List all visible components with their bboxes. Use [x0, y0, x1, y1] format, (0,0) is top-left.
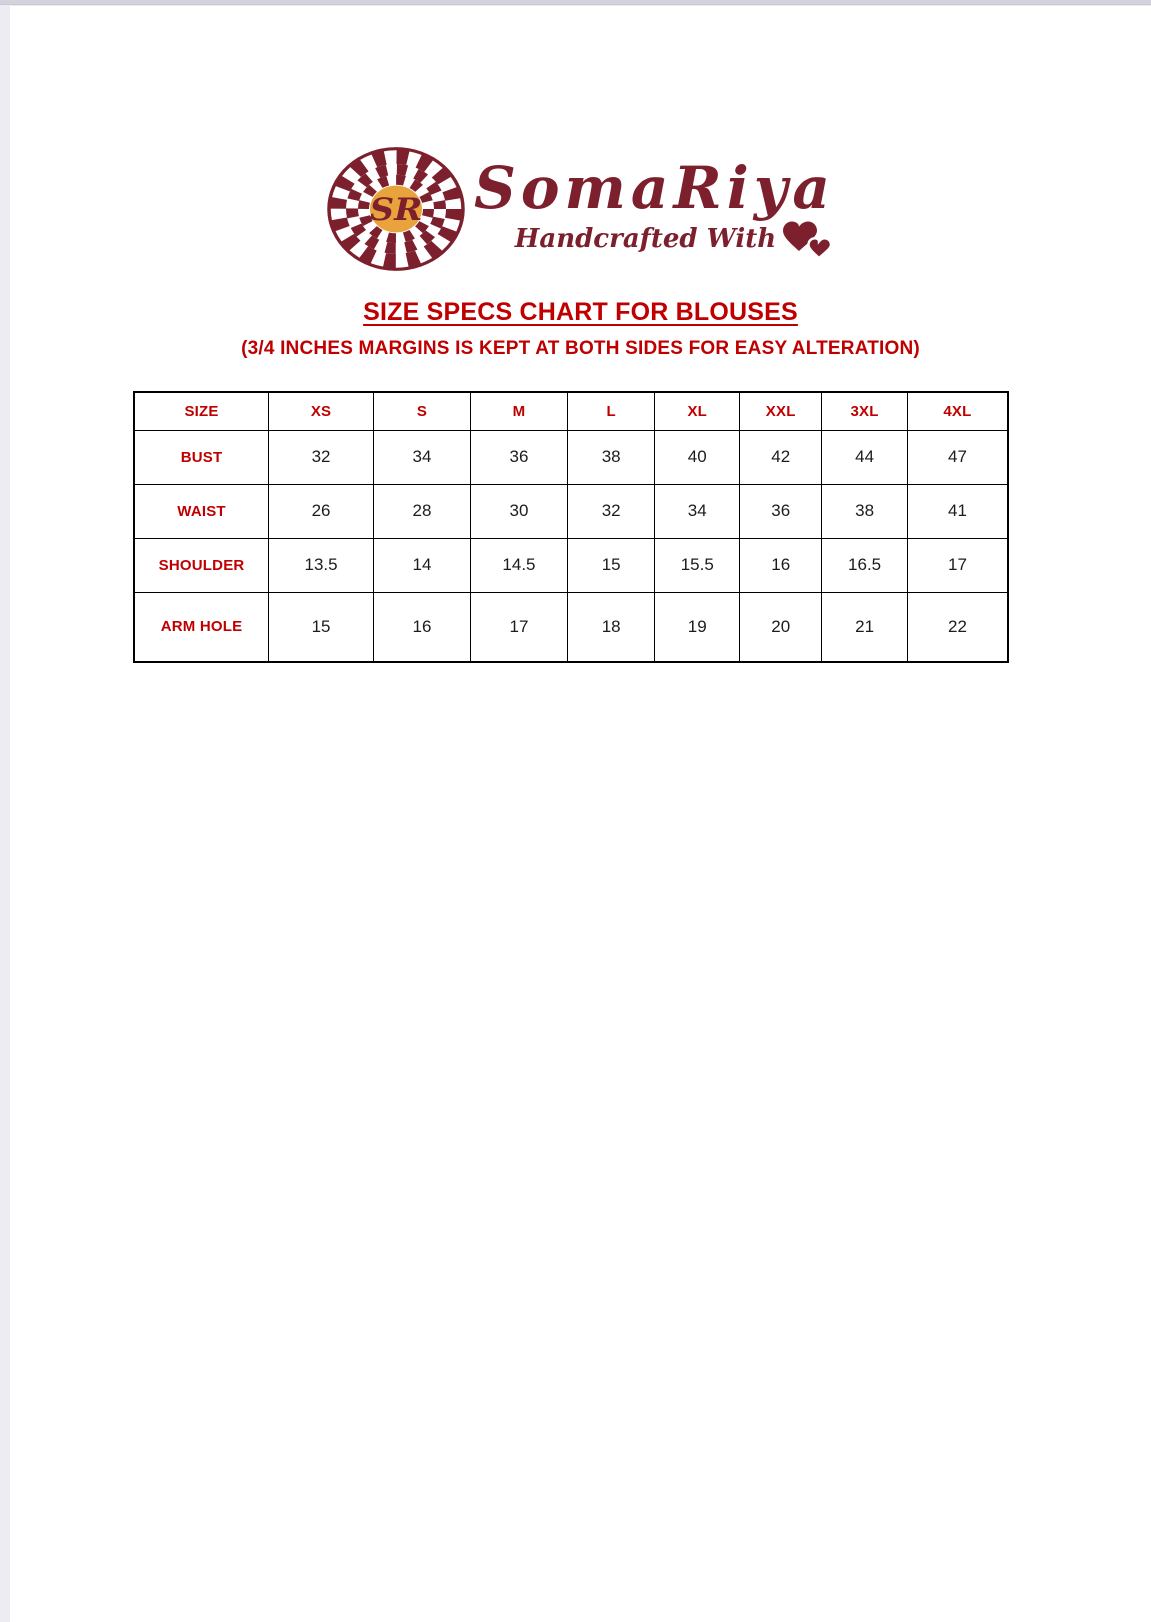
brand-emblem-icon: [326, 146, 466, 272]
cell-bust-xs: 32: [269, 430, 374, 484]
cell-waist-xl: 34: [655, 484, 740, 538]
cell-waist-xs: 26: [269, 484, 374, 538]
column-header-s: S: [373, 392, 470, 430]
table-row-armhole: [134, 592, 1008, 662]
cell-shoulder-xs: 13.5: [269, 538, 374, 592]
cell-armhole-xxl: 20: [740, 592, 822, 662]
column-header-xl: XL: [655, 392, 740, 430]
cell-armhole-l: 18: [567, 592, 654, 662]
brand-logo: [10, 146, 1151, 272]
row-label-bust: BUST: [134, 430, 269, 484]
brand-tagline: Handcrafted With: [514, 224, 777, 254]
table-row-shoulder: [134, 538, 1008, 592]
cell-armhole-3xl: 21: [822, 592, 908, 662]
brand-name: SomaRiya: [473, 154, 836, 222]
cell-bust-m: 36: [470, 430, 567, 484]
cell-shoulder-l: 15: [567, 538, 654, 592]
two-hearts-icon: [782, 219, 834, 259]
cell-armhole-s: 16: [373, 592, 470, 662]
cell-waist-l: 32: [567, 484, 654, 538]
cell-waist-s: 28: [373, 484, 470, 538]
cell-shoulder-xl: 15.5: [655, 538, 740, 592]
cell-waist-xxl: 36: [740, 484, 822, 538]
cell-bust-3xl: 44: [822, 430, 908, 484]
size-spec-table: [133, 391, 1009, 663]
row-label-armhole: ARM HOLE: [134, 592, 269, 662]
cell-bust-s: 34: [373, 430, 470, 484]
table-header-row: [134, 392, 1008, 430]
cell-waist-4xl: 41: [907, 484, 1008, 538]
cell-shoulder-4xl: 17: [907, 538, 1008, 592]
column-header-4xl: 4XL: [907, 392, 1008, 430]
cell-shoulder-s: 14: [373, 538, 470, 592]
page-title: SIZE SPECS CHART FOR BLOUSES: [363, 298, 798, 326]
cell-waist-3xl: 38: [822, 484, 908, 538]
cell-shoulder-m: 14.5: [470, 538, 567, 592]
table-row-waist: [134, 484, 1008, 538]
cell-shoulder-3xl: 16.5: [822, 538, 908, 592]
column-header-m: M: [470, 392, 567, 430]
viewer-edge-strip: [0, 0, 1151, 5]
page-subtitle: (3/4 INCHES MARGINS IS KEPT AT BOTH SIDES FOR EASY ALTERATION): [241, 338, 920, 359]
table-row-bust: [134, 430, 1008, 484]
brand-wordmark-block: [473, 154, 836, 259]
column-header-3xl: 3XL: [822, 392, 908, 430]
column-header-xxl: XXL: [740, 392, 822, 430]
document-page: [10, 6, 1151, 1622]
row-label-waist: WAIST: [134, 484, 269, 538]
cell-armhole-xs: 15: [269, 592, 374, 662]
cell-shoulder-xxl: 16: [740, 538, 822, 592]
cell-bust-l: 38: [567, 430, 654, 484]
cell-bust-xl: 40: [655, 430, 740, 484]
brand-tagline-row: [515, 219, 834, 259]
row-label-shoulder: SHOULDER: [134, 538, 269, 592]
column-header-size: SIZE: [134, 392, 269, 430]
cell-bust-4xl: 47: [907, 430, 1008, 484]
cell-armhole-4xl: 22: [907, 592, 1008, 662]
cell-armhole-xl: 19: [655, 592, 740, 662]
column-header-xs: XS: [269, 392, 374, 430]
cell-bust-xxl: 42: [740, 430, 822, 484]
cell-armhole-m: 17: [470, 592, 567, 662]
sr-monogram: SR: [369, 191, 423, 228]
cell-waist-m: 30: [470, 484, 567, 538]
column-header-l: L: [567, 392, 654, 430]
